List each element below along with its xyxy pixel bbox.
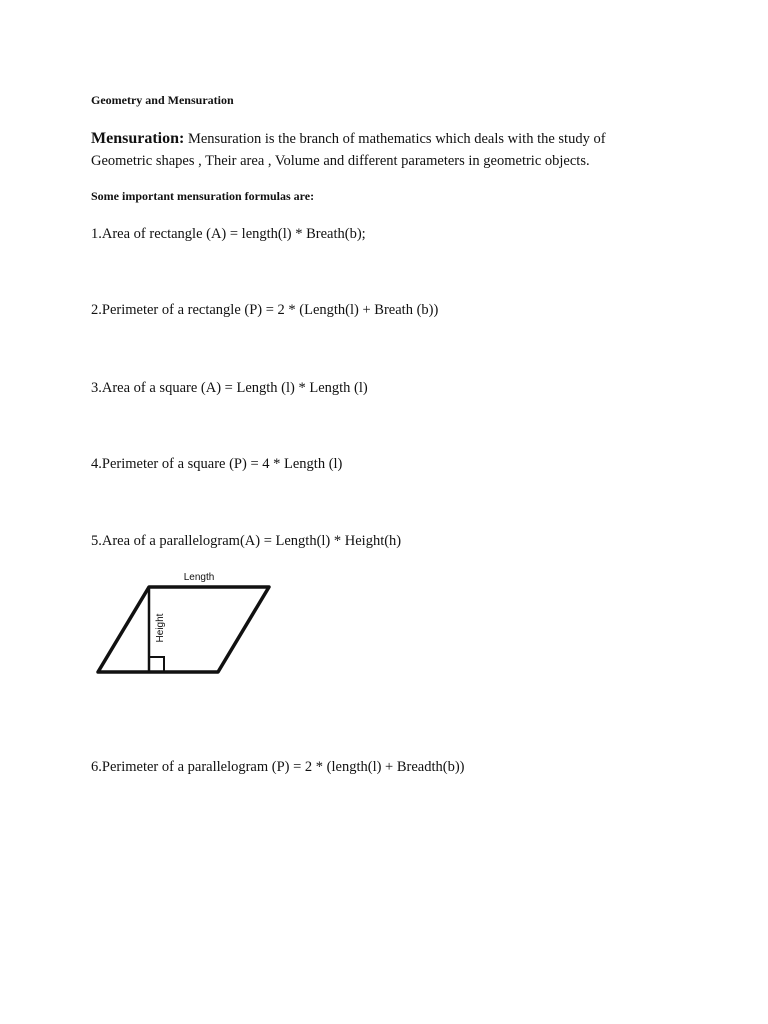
length-label: Length [183,572,215,583]
formula-5: 5.Area of a parallelogram(A) = Length(l) * Height(h) [91,533,402,549]
height-label: Height [155,613,166,643]
formula-6: 6.Perimeter of a parallelogram (P) = 2 * (length(l) + Breadth(b)) [91,759,465,775]
definition-text: Mensuration is the branch of mathematics which deals with the study of Geometric shapes , Their area , Volume and different parameters in geometric objects. [91,131,606,169]
formula-2: 2.Perimeter of a rectangle (P) = 2 * (Length(l) + Breath (b)) [91,302,439,318]
parallelogram-shape [98,587,269,672]
formula-4: 4.Perimeter of a square (P) = 4 * Length (l) [91,456,343,472]
document-title: Geometry and Mensuration [91,93,234,107]
formulas-heading: Some important mensuration formulas are: [91,189,315,203]
formula-3: 3.Area of a square (A) = Length (l) * Length (l) [91,380,368,396]
parallelogram-diagram [90,566,280,678]
formula-1: 1.Area of rectangle (A) = length(l) * Breath(b); [91,226,366,242]
definition-term: Mensuration: [91,130,185,147]
right-angle-marker [149,657,164,672]
mensuration-definition [91,128,651,172]
